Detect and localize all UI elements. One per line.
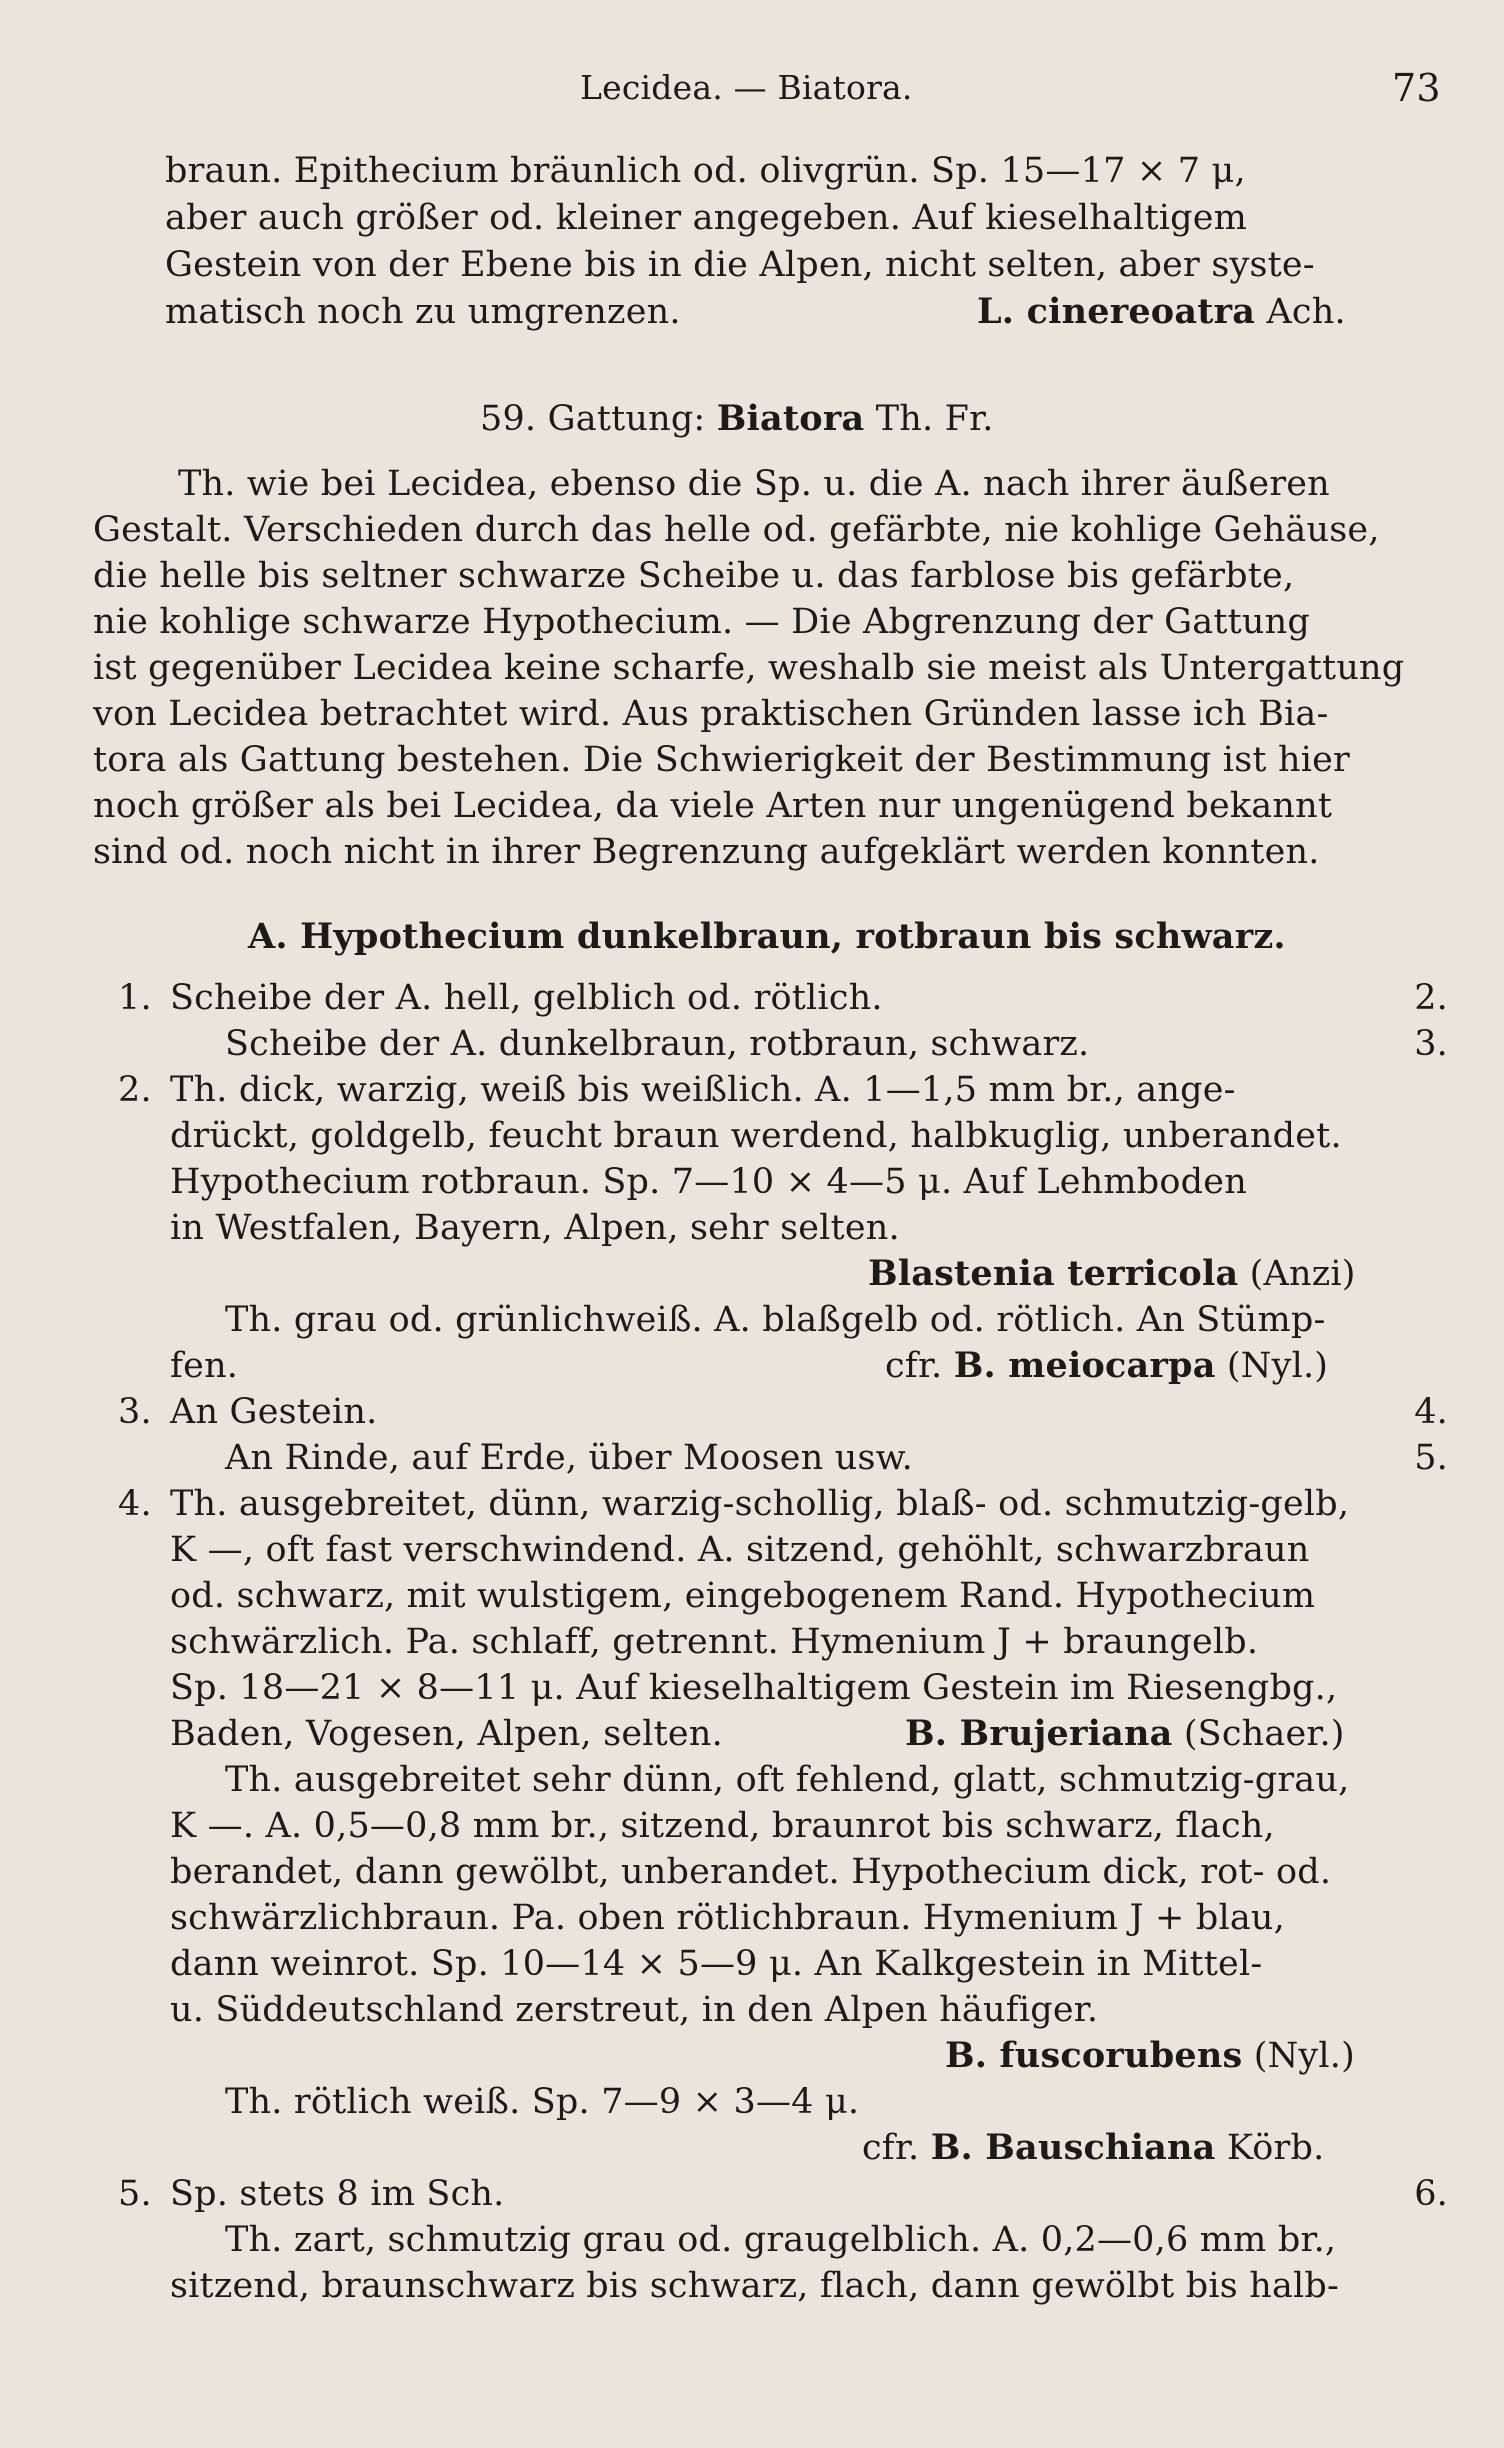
intro-line: aber auch größer od. kleiner angegeben. Auf kieselhaltigem	[165, 198, 1248, 238]
genus-description-line: Gestalt. Verschieden durch das helle od. gefärbte, nie kohlige Gehäuse,	[93, 510, 1380, 550]
genus-heading	[480, 396, 994, 442]
taxon-entry	[862, 2125, 1324, 2171]
key-line: dann weinrot. Sp. 10—14 × 5—9 μ. An Kalkgestein in Mittel-	[170, 1944, 1263, 1984]
intro-line: Gestein von der Ebene bis in die Alpen, nicht selten, aber syste-	[165, 245, 1315, 285]
key-line	[118, 1481, 1350, 1527]
genus-description-line: Th. wie bei Lecidea, ebenso die Sp. u. die A. nach ihrer äußeren	[178, 464, 1330, 504]
taxon-name: Blastenia terricola	[868, 1253, 1239, 1294]
key-line: schwärzlich. Pa. schlaff, getrennt. Hymenium J + braungelb.	[170, 1622, 1259, 1662]
taxon-prefix: cfr.	[862, 2128, 920, 2168]
key-text: Scheibe der A. dunkelbraun, rotbraun, schwarz.	[225, 1024, 1090, 1064]
key-number: 4.	[118, 1484, 152, 1524]
genus-description-line: von Lecidea betrachtet wird. Aus praktischen Gründen lasse ich Bia-	[93, 694, 1329, 734]
key-line: u. Süddeutschland zerstreut, in den Alpen häufiger.	[170, 1990, 1099, 2030]
key-text: Sp. stets 8 im Sch.	[170, 2174, 505, 2214]
key-text: Th. ausgebreitet, dünn, warzig-schollig, blaß- od. schmutzig-gelb,	[170, 1484, 1350, 1524]
key-line: Th. grau od. grünlichweiß. A. blaßgelb od. rötlich. An Stümp-	[225, 1300, 1326, 1340]
taxon-entry	[885, 1343, 1328, 1389]
key-number: 2.	[118, 1070, 152, 1110]
taxon-name: B. Brujeriana	[905, 1713, 1173, 1754]
key-line: od. schwarz, mit wulstigem, eingebogenem Rand. Hypothecium	[170, 1576, 1316, 1616]
intro-line: braun. Epithecium bräunlich od. olivgrün. Sp. 15—17 × 7 μ,	[165, 151, 1246, 191]
key-line: in Westfalen, Bayern, Alpen, sehr selten.	[170, 1208, 900, 1248]
key-line: Hypothecium rotbraun. Sp. 7—10 × 4—5 μ. Auf Lehmboden	[170, 1162, 1247, 1202]
key-line	[118, 1067, 1236, 1113]
key-line	[118, 1389, 1448, 1435]
key-line: drückt, goldgelb, feucht braun werdend, halbkuglig, unberandet.	[170, 1116, 1342, 1156]
key-line	[118, 2171, 1448, 2217]
taxon-prefix: cfr.	[885, 1346, 943, 1386]
key-line	[170, 1343, 1370, 1389]
intro-line-text: matisch noch zu umgrenzen.	[165, 292, 681, 332]
taxon-entry	[945, 2033, 1355, 2079]
genus-description-line: tora als Gattung bestehen. Die Schwierigkeit der Bestimmung ist hier	[93, 740, 1350, 780]
section-heading: A. Hypothecium dunkelbraun, rotbraun bis schwarz.	[248, 916, 1286, 957]
key-line: berandet, dann gewölbt, unberandet. Hypothecium dick, rot- od.	[170, 1852, 1332, 1892]
key-line: Th. ausgebreitet sehr dünn, oft fehlend, glatt, schmutzig-grau,	[225, 1760, 1350, 1800]
key-line	[225, 1435, 1448, 1481]
key-number: 1.	[118, 978, 152, 1018]
key-line: Sp. 18—21 × 8—11 μ. Auf kieselhaltigem Gestein im Riesengbg.,	[170, 1668, 1338, 1708]
key-number: 5.	[118, 2174, 152, 2214]
key-line: schwärzlichbraun. Pa. oben rötlichbraun. Hymenium J + blau,	[170, 1898, 1285, 1938]
taxon-name: B. meiocarpa	[953, 1345, 1216, 1386]
taxon-name: B. fuscorubens	[945, 2035, 1243, 2076]
running-title: Lecidea. — Biatora.	[580, 68, 913, 107]
key-line: K —. A. 0,5—0,8 mm br., sitzend, braunrot bis schwarz, flach,	[170, 1806, 1275, 1846]
genus-description-line: sind od. noch nicht in ihrer Begrenzung aufgeklärt werden konnten.	[93, 832, 1320, 872]
intro-line	[165, 289, 1365, 335]
key-target: 2.	[1414, 978, 1448, 1018]
key-text: fen.	[170, 1346, 239, 1386]
genus-description-line: ist gegenüber Lecidea keine scharfe, weshalb sie meist als Untergattung	[93, 648, 1405, 688]
taxon-author: (Nyl.)	[1226, 1346, 1329, 1386]
page-number: 73	[1392, 66, 1441, 110]
genus-description-line: die helle bis seltner schwarze Scheibe u. das farblose bis gefärbte,	[93, 556, 1295, 596]
key-line: Th. zart, schmutzig grau od. graugelblich. A. 0,2—0,6 mm br.,	[225, 2220, 1337, 2260]
taxon-author: (Nyl.)	[1253, 2036, 1355, 2076]
key-text: Baden, Vogesen, Alpen, selten.	[170, 1714, 723, 1754]
key-text: An Rinde, auf Erde, über Moosen usw.	[225, 1438, 914, 1478]
key-line: Th. rötlich weiß. Sp. 7—9 × 3—4 μ.	[225, 2082, 860, 2122]
key-line: K —, oft fast verschwindend. A. sitzend, gehöhlt, schwarzbraun	[170, 1530, 1310, 1570]
taxon-entry	[868, 1251, 1356, 1297]
taxon-entry	[905, 1711, 1345, 1757]
genus-description-line: noch größer als bei Lecidea, da viele Arten nur ungenügend bekannt	[93, 786, 1333, 826]
genus-description-line: nie kohlige schwarze Hypothecium. — Die Abgrenzung der Gattung	[93, 602, 1310, 642]
key-target: 5.	[1414, 1438, 1448, 1478]
key-target: 6.	[1414, 2174, 1448, 2214]
key-target: 4.	[1414, 1392, 1448, 1432]
taxon-author: Körb.	[1226, 2128, 1325, 2168]
taxon-name: L. cinereoatra	[977, 291, 1256, 332]
genus-author: Th. Fr.	[875, 399, 994, 439]
key-line	[170, 1711, 1370, 1757]
genus-name: Biatora	[716, 398, 865, 439]
key-text: Scheibe der A. hell, gelblich od. rötlich.	[170, 978, 883, 1018]
taxon-author: (Anzi)	[1249, 1254, 1356, 1294]
key-text: Th. dick, warzig, weiß bis weißlich. A. 1—1,5 mm br., ange-	[170, 1070, 1236, 1110]
key-line	[118, 975, 1448, 1021]
taxon-author: (Schaer.)	[1183, 1714, 1345, 1754]
key-line: sitzend, braunschwarz bis schwarz, flach, dann gewölbt bis halb-	[170, 2266, 1340, 2306]
genus-prefix: 59. Gattung:	[480, 399, 706, 439]
taxon-entry	[977, 289, 1346, 335]
taxon-author: Ach.	[1266, 292, 1346, 332]
key-text: An Gestein.	[170, 1392, 378, 1432]
key-line	[225, 1021, 1448, 1067]
key-number: 3.	[118, 1392, 152, 1432]
taxon-name: B. Bauschiana	[930, 2127, 1216, 2168]
key-target: 3.	[1414, 1024, 1448, 1064]
